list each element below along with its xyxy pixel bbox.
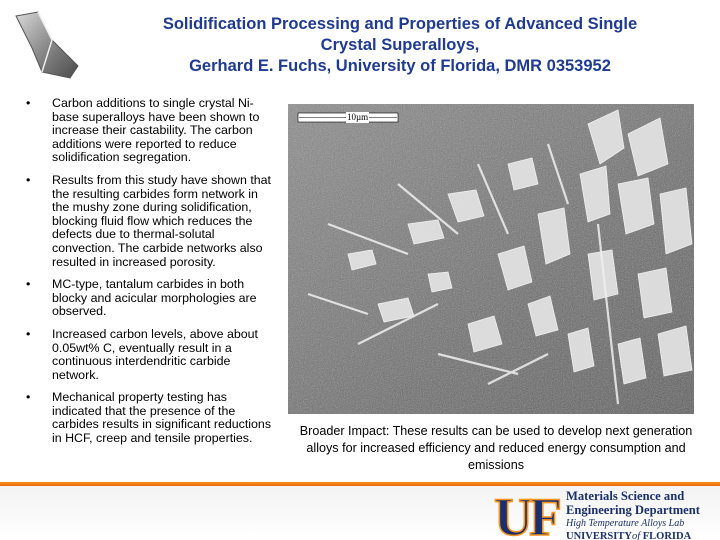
sem-micrograph-image <box>288 104 694 414</box>
bullet-symbol: • <box>26 172 31 187</box>
bullet-item <box>26 278 276 319</box>
scale-bar-label: 10µm <box>347 112 369 122</box>
bullet-item <box>26 174 276 269</box>
bullet-symbol: • <box>26 96 31 110</box>
university-word: UNIVERSITY <box>566 531 632 540</box>
title-line-1: Solidification Processing and Properties of Advanced Single <box>162 15 638 33</box>
bullet-text: MC-type, tantalum carbides in both blocky and acicular morphologies are observed. <box>52 277 257 319</box>
bullet-text: Increased carbon levels, above about 0.05wt% C, eventually result in a continuous interdendritic carbide network. <box>52 326 258 382</box>
bullet-text: Carbon additions to single crystal Ni-base superalloys have been shown to increase their castability. The carbon additions were reported to reduce solidification segregation. <box>52 96 260 165</box>
university-of: of <box>631 531 641 540</box>
bullet-symbol: • <box>26 390 31 405</box>
bullet-item <box>26 97 276 165</box>
department-signature <box>566 489 720 540</box>
lab-name: High Temperature Alloys Lab <box>566 518 685 529</box>
title-line-2: Crystal Superalloys, <box>320 36 480 54</box>
university-name <box>566 530 720 540</box>
slide-title <box>100 14 700 77</box>
dept-line-1: Materials Science and <box>566 489 685 503</box>
bullet-symbol: • <box>26 326 31 341</box>
bullet-text: Results from this study have shown that the resulting carbides form network in the mushy zone during solidification, blocking fluid flow which reduces the defects due to thermal-solutal convection. The carbide networks also resulted in increased porosity. <box>52 172 272 269</box>
bullet-symbol: • <box>26 277 31 292</box>
turbine-blade-logo <box>8 10 88 82</box>
uf-logo <box>488 489 564 539</box>
bullet-item <box>26 328 276 382</box>
broader-impact-caption: Broader Impact: These results can be used to develop next generation alloys for increased efficiency and reduced energy consumption and emissions <box>299 424 693 472</box>
findings-bullet-list <box>26 97 276 455</box>
university-state: FLORIDA <box>642 531 692 540</box>
title-line-3: Gerhard E. Fuchs, University of Florida, DMR 0353952 <box>189 57 611 75</box>
uf-logo-text: UF <box>494 489 558 539</box>
bullet-item <box>26 391 276 445</box>
bullet-text: Mechanical property testing has indicated that the presence of the carbides results in significant reductions in HCF, creep and tensile properties. <box>52 390 272 446</box>
dept-line-2: Engineering Department <box>566 503 700 517</box>
